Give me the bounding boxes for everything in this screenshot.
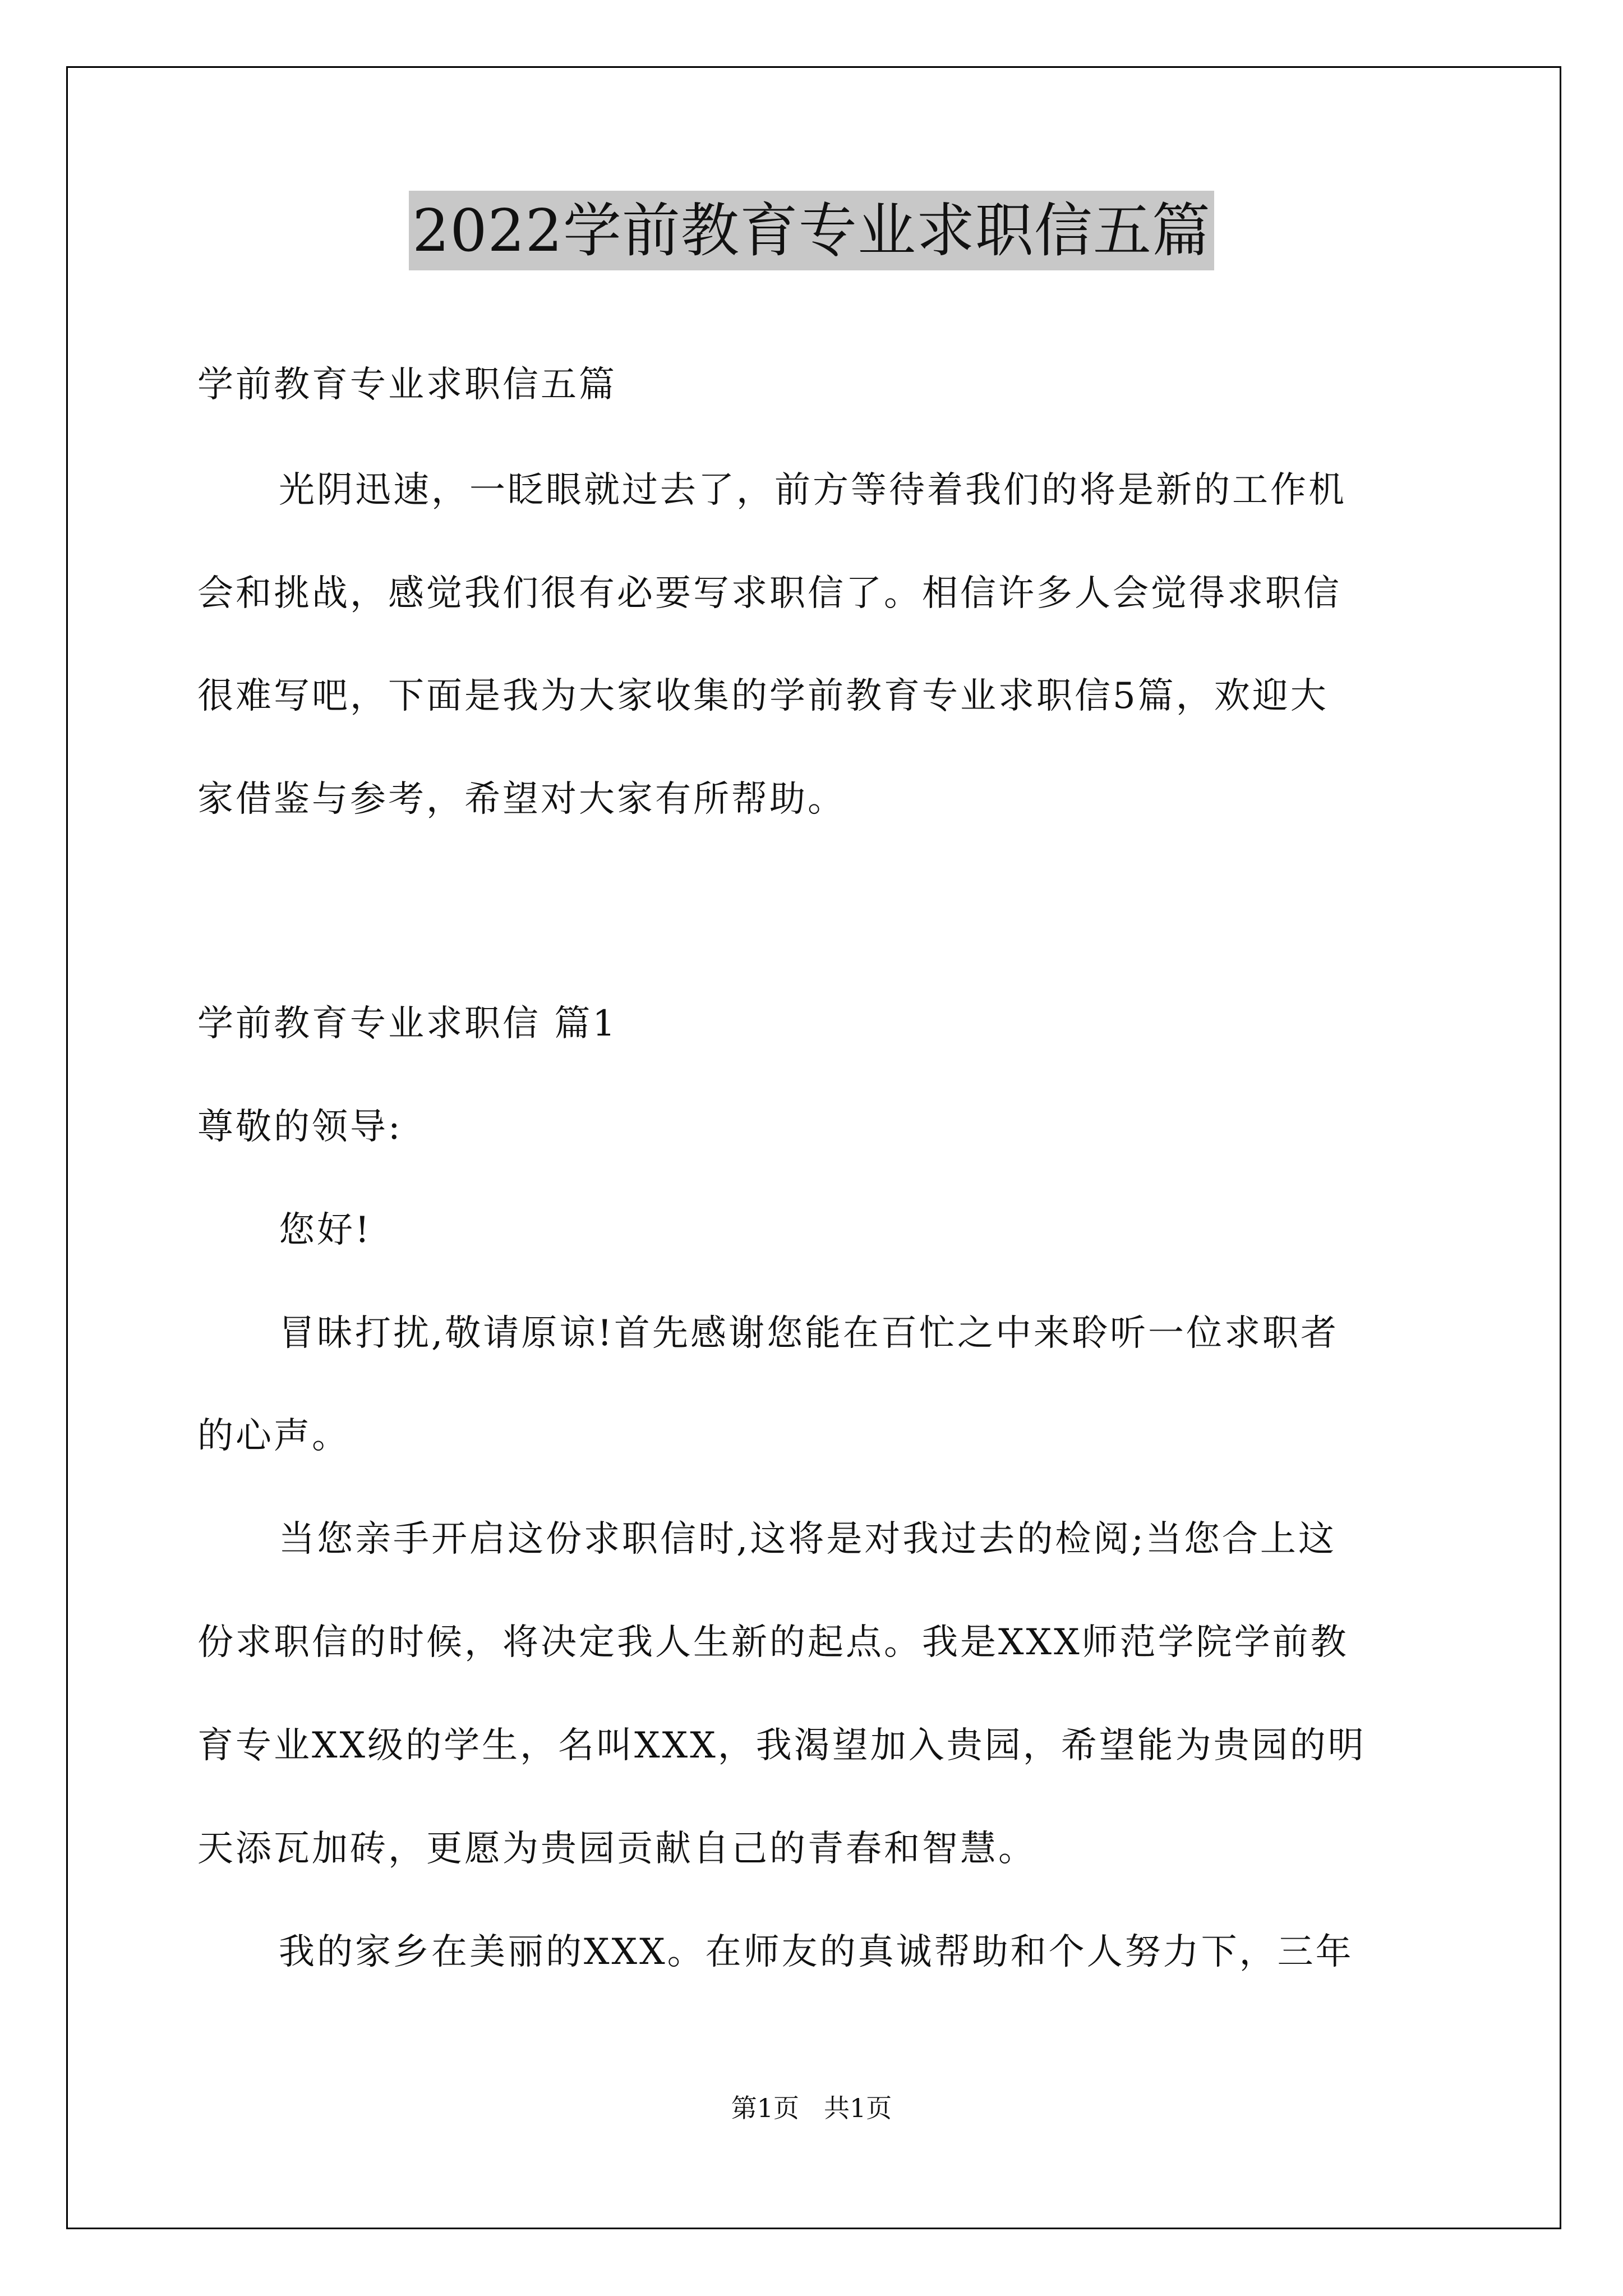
paragraph-line: 冒昧打扰,敬请原谅!首先感谢您能在百忙之中来聆听一位求职者 — [279, 1313, 1339, 1354]
paragraph-line: 份求职信的时候，将决定我人生新的起点。我是XXX师范学院学前教 — [197, 1622, 1349, 1663]
intro-line: 很难写吧，下面是我为大家收集的学前教育专业求职信5篇，欢迎大 — [197, 675, 1329, 717]
section-heading: 学前教育专业求职信 篇1 — [197, 1003, 618, 1045]
paragraph-line: 天添瓦加砖，更愿为贵园贡献自己的青春和智慧。 — [197, 1828, 1036, 1870]
title-container — [0, 191, 1623, 270]
document-title: 2022学前教育专业求职信五篇 — [409, 191, 1214, 270]
page-footer — [0, 2088, 1623, 2125]
paragraph-line: 育专业XX级的学生，名叫XXX，我渴望加入贵园，希望能为贵园的明 — [197, 1725, 1366, 1766]
paragraph-line: 我的家乡在美丽的XXX。在师友的真诚帮助和个人努力下，三年 — [279, 1931, 1354, 1973]
intro-line: 家借鉴与参考，希望对大家有所帮助。 — [197, 779, 846, 820]
subtitle: 学前教育专业求职信五篇 — [197, 364, 617, 406]
page-number: 第1页 — [731, 2093, 799, 2123]
intro-line: 会和挑战，感觉我们很有必要写求职信了。相信许多人会觉得求职信 — [197, 573, 1341, 614]
intro-line: 光阴迅速，一眨眼就过去了，前方等待着我们的将是新的工作机 — [279, 470, 1347, 511]
total-pages: 共1页 — [824, 2093, 892, 2123]
paragraph-line: 当您亲手开启这份求职信时,这将是对我过去的检阅;当您合上这 — [279, 1519, 1336, 1560]
greeting: 您好! — [279, 1209, 372, 1251]
salutation: 尊敬的领导: — [197, 1106, 403, 1148]
paragraph-line: 的心声。 — [197, 1415, 350, 1457]
